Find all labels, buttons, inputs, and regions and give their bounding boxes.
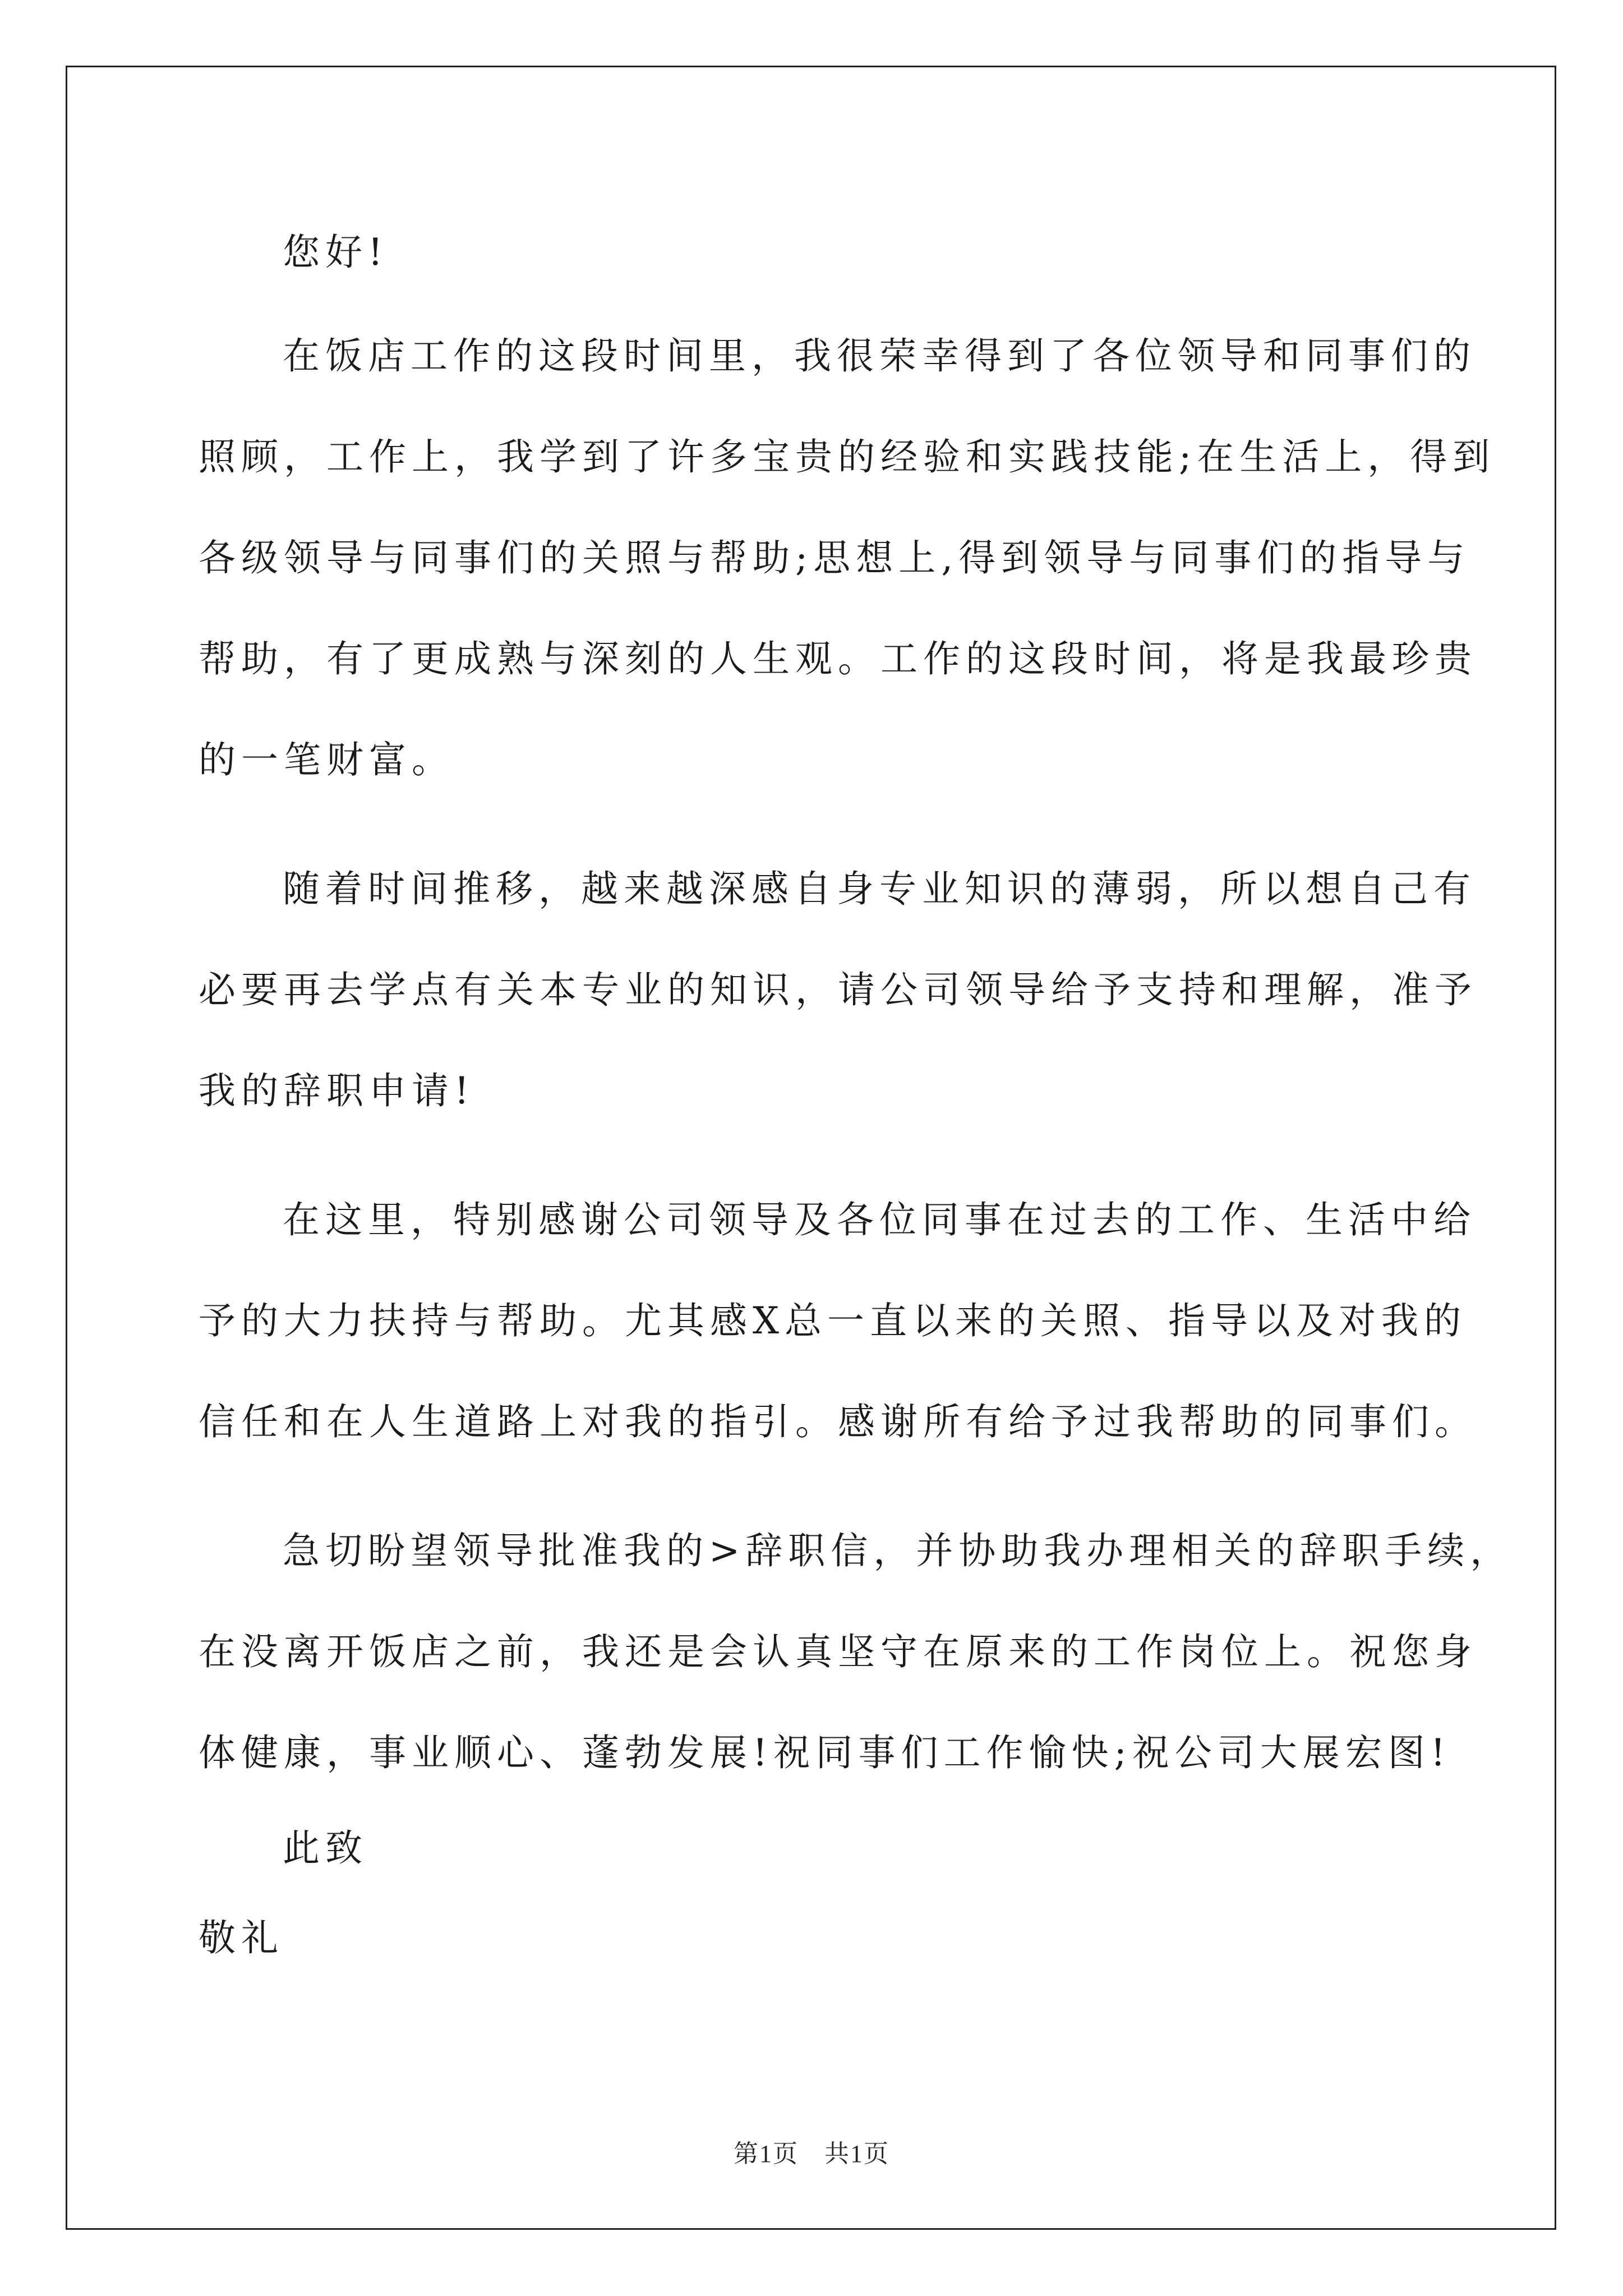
page-footer: 第1页 共1页 xyxy=(734,2140,889,2168)
paragraph-4-line-2: 在没离开饭店之前，我还是会认真坚守在原来的工作岗位上。祝您身 xyxy=(199,1630,1477,1673)
greeting: 您好! xyxy=(283,231,389,274)
paragraph-4-line-1: 急切盼望领导批准我的>辞职信，并协助我办理相关的辞职手续， xyxy=(283,1529,1513,1572)
paragraph-1-line-5: 的一笔财富。 xyxy=(199,738,454,781)
paragraph-1-line-3: 各级领导与同事们的关照与帮助;思想上,得到领导与同事们的指导与 xyxy=(199,536,1470,579)
paragraph-1-line-1: 在饭店工作的这段时间里，我很荣幸得到了各位领导和同事们的 xyxy=(283,334,1476,378)
paragraph-2-line-1: 随着时间推移，越来越深感自身专业知识的薄弱，所以想自己有 xyxy=(283,867,1476,910)
closing-text: 此致 xyxy=(283,1826,368,1870)
salutation-text: 敬礼 xyxy=(199,1916,284,1959)
page-border xyxy=(66,66,1556,2230)
paragraph-3-line-1: 在这里，特别感谢公司领导及各位同事在过去的工作、生活中给 xyxy=(283,1198,1476,1241)
paragraph-2-line-2: 必要再去学点有关本专业的知识，请公司领导给予支持和理解，准予 xyxy=(199,968,1477,1011)
paragraph-1-line-2: 照顾，工作上，我学到了许多宝贵的经验和实践技能;在生活上，得到 xyxy=(199,435,1496,478)
paragraph-1-line-4: 帮助，有了更成熟与深刻的人生观。工作的这段时间，将是我最珍贵 xyxy=(199,637,1477,680)
paragraph-3-line-2: 予的大力扶持与帮助。尤其感X总一直以来的关照、指导以及对我的 xyxy=(199,1299,1467,1342)
paragraph-2-line-3: 我的辞职申请! xyxy=(199,1069,475,1112)
paragraph-3-line-3: 信任和在人生道路上对我的指引。感谢所有给予过我帮助的同事们。 xyxy=(199,1400,1477,1443)
paragraph-4-line-3: 体健康，事业顺心、蓬勃发展!祝同事们工作愉快;祝公司大展宏图! xyxy=(199,1731,1451,1774)
